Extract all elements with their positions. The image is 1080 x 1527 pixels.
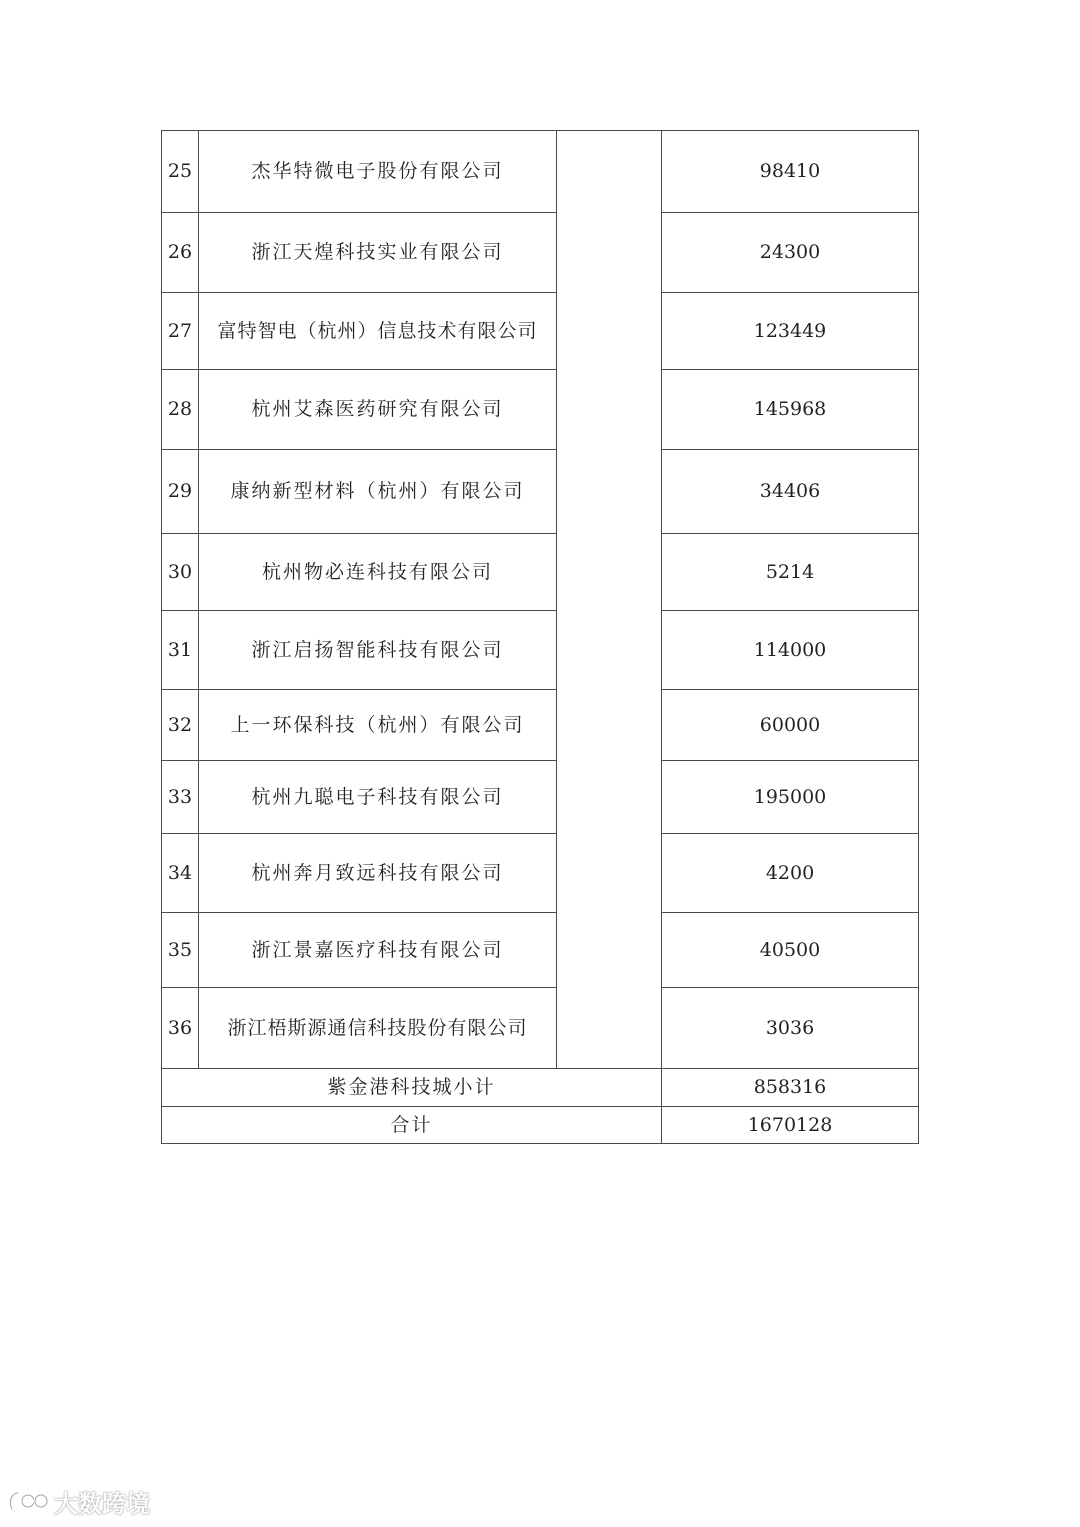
row-number: 26: [162, 213, 199, 293]
row-number: 32: [162, 690, 199, 761]
company-name: 康纳新型材料（杭州）有限公司: [199, 450, 557, 534]
company-name: 杭州奔月致远科技有限公司: [199, 834, 557, 913]
merged-empty-column: [557, 131, 662, 1069]
total-row: [162, 1107, 919, 1144]
table-row: [162, 534, 919, 611]
amount-value: 5214: [662, 534, 919, 611]
table-row: [162, 761, 919, 834]
subtotal-row: [162, 1069, 919, 1107]
amount-value: 3036: [662, 988, 919, 1069]
table-row: [162, 988, 919, 1069]
table-row: [162, 370, 919, 450]
amount-value: 123449: [662, 293, 919, 370]
subtotal-amount: 858316: [662, 1069, 919, 1107]
row-number: 25: [162, 131, 199, 213]
company-amount-table: [161, 130, 919, 1144]
table-row: [162, 293, 919, 370]
row-number: 30: [162, 534, 199, 611]
amount-value: 4200: [662, 834, 919, 913]
table-row: [162, 913, 919, 988]
company-name: 杭州九聪电子科技有限公司: [199, 761, 557, 834]
row-number: 27: [162, 293, 199, 370]
amount-value: 145968: [662, 370, 919, 450]
company-name: 浙江梧斯源通信科技股份有限公司: [199, 988, 557, 1069]
row-number: 36: [162, 988, 199, 1069]
amount-value: 98410: [662, 131, 919, 213]
company-name: 杭州艾森医药研究有限公司: [199, 370, 557, 450]
total-label: 合计: [162, 1107, 662, 1144]
watermark-text: 大数跨境: [54, 1489, 150, 1518]
table-row: [162, 131, 919, 213]
watermark-logo-icon: [6, 1487, 50, 1515]
subtotal-label: 紫金港科技城小计: [162, 1069, 662, 1107]
row-number: 33: [162, 761, 199, 834]
company-name: 杭州物必连科技有限公司: [199, 534, 557, 611]
company-name: 上一环保科技（杭州）有限公司: [199, 690, 557, 761]
row-number: 35: [162, 913, 199, 988]
amount-value: 40500: [662, 913, 919, 988]
watermark: [6, 1483, 150, 1519]
total-amount: 1670128: [662, 1107, 919, 1144]
amount-value: 24300: [662, 213, 919, 293]
table-row: [162, 213, 919, 293]
company-name: 杰华特微电子股份有限公司: [199, 131, 557, 213]
table-row: [162, 690, 919, 761]
company-name: 浙江天煌科技实业有限公司: [199, 213, 557, 293]
amount-value: 114000: [662, 611, 919, 690]
company-name: 富特智电（杭州）信息技术有限公司: [199, 293, 557, 370]
company-name: 浙江启扬智能科技有限公司: [199, 611, 557, 690]
row-number: 28: [162, 370, 199, 450]
company-name: 浙江景嘉医疗科技有限公司: [199, 913, 557, 988]
amount-value: 60000: [662, 690, 919, 761]
row-number: 34: [162, 834, 199, 913]
row-number: 29: [162, 450, 199, 534]
row-number: 31: [162, 611, 199, 690]
amount-value: 34406: [662, 450, 919, 534]
table-row: [162, 834, 919, 913]
table-row: [162, 450, 919, 534]
amount-value: 195000: [662, 761, 919, 834]
table-row: [162, 611, 919, 690]
